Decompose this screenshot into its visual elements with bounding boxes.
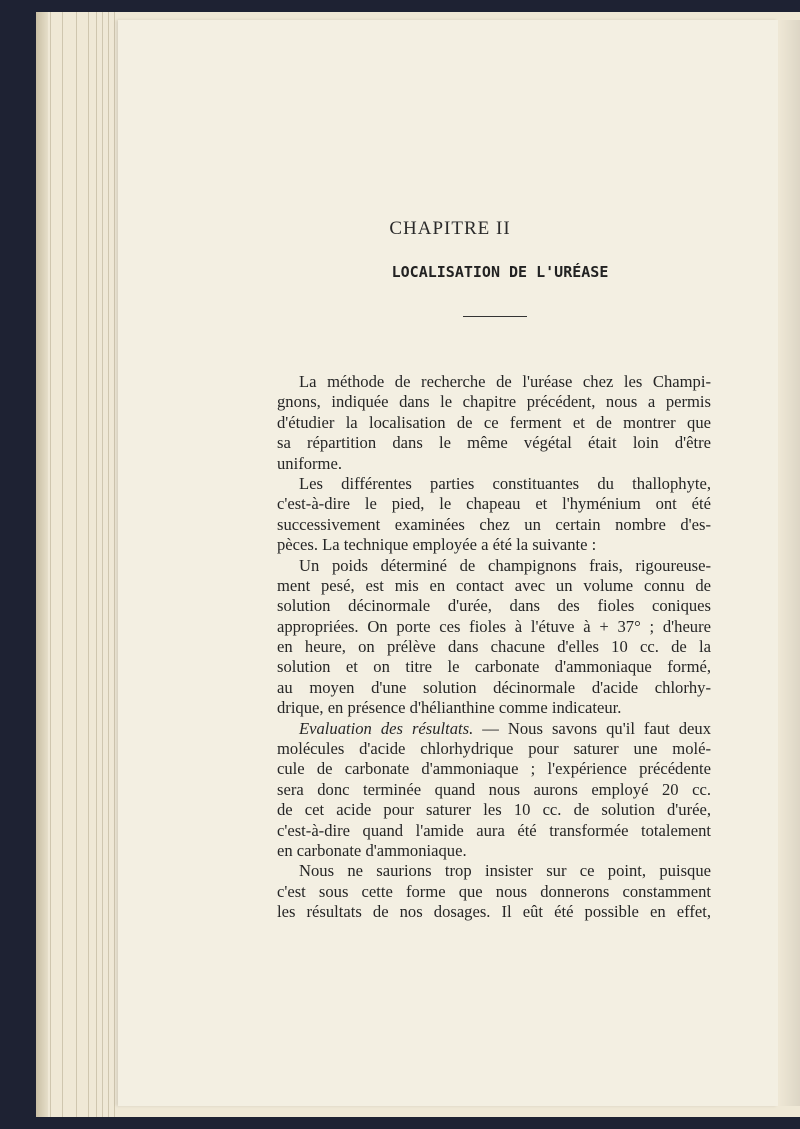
- page-edge-line: [88, 12, 89, 1117]
- text-line: drique, en présence d'hélianthine comme indicateur.: [277, 698, 622, 718]
- text-line: cule de carbonate d'ammoniaque ; l'expérience précédente: [277, 759, 711, 779]
- page-edge-line: [96, 12, 97, 1117]
- page-gutter-shadow: [778, 20, 800, 1106]
- text-line: en heure, on prélève dans chacune d'elles 10 cc. de la: [277, 637, 711, 657]
- text-line: [277, 719, 711, 739]
- text-line: sa répartition dans le même végétal était loin d'être: [277, 433, 711, 453]
- text-line: c'est-à-dire le pied, le chapeau et l'hyménium ont été: [277, 494, 711, 514]
- text-line: solution décinormale d'urée, dans des fioles coniques: [277, 596, 711, 616]
- text-line: Nous ne saurions trop insister sur ce point, puisque: [299, 861, 711, 881]
- text-line: La méthode de recherche de l'uréase chez les Champi-: [299, 372, 711, 391]
- italic-lead: Evaluation des résultats.: [299, 718, 474, 738]
- text-line: sera donc terminée quand nous aurons employé 20 cc.: [277, 779, 711, 799]
- text-line: ment pesé, est mis en contact avec un volume connu de: [277, 575, 711, 595]
- page-edge-line: [62, 12, 63, 1117]
- text-line: successivement examinées chez un certain nombre d'es-: [277, 514, 711, 534]
- text-line: de cet acide pour saturer les 10 cc. de solution d'urée,: [277, 800, 711, 820]
- text-line: uniforme.: [277, 453, 342, 473]
- chapter-title: LOCALISATION DE L'URÉASE: [391, 263, 609, 281]
- text-line: Un poids déterminé de champignons frais, rigoureuse-: [299, 555, 711, 575]
- text-line: pèces. La technique employée a été la suivante :: [277, 535, 597, 555]
- text-line: c'est sous cette forme que nous donnerons constamment: [277, 881, 711, 901]
- page-edge-line: [102, 12, 103, 1117]
- title-divider: [463, 316, 527, 317]
- text-line: gnons, indiquée dans le chapitre précédent, nous a permis: [277, 392, 711, 412]
- text-line: d'étudier la localisation de ce ferment et de montrer que: [277, 412, 711, 432]
- page-edge-line: [114, 12, 115, 1117]
- page-edge-line: [108, 12, 109, 1117]
- text-fragment: — Nous savons qu'il faut deux: [473, 718, 711, 738]
- text-line: en carbonate d'ammoniaque.: [277, 840, 467, 860]
- text-line: Les différentes parties constituantes du thallophyte,: [299, 473, 711, 493]
- chapter-label: CHAPITRE II: [389, 218, 511, 239]
- text-line: appropriées. On porte ces fioles à l'étuve à + 37° ; d'heure: [277, 616, 711, 636]
- text-line: solution et on titre le carbonate d'ammoniaque formé,: [277, 657, 711, 677]
- page-edge-line: [50, 12, 51, 1117]
- page-edge-line: [76, 12, 77, 1117]
- text-line: les résultats de nos dosages. Il eût été possible en effet,: [277, 902, 711, 922]
- text-line: c'est-à-dire quand l'amide aura été transformée totalement: [277, 820, 711, 840]
- body-text: [277, 372, 711, 923]
- page-edges: [36, 12, 48, 1117]
- text-line: au moyen d'une solution décinormale d'acide chlorhy-: [277, 677, 711, 697]
- text-line: molécules d'acide chlorhydrique pour saturer une molé-: [277, 739, 711, 759]
